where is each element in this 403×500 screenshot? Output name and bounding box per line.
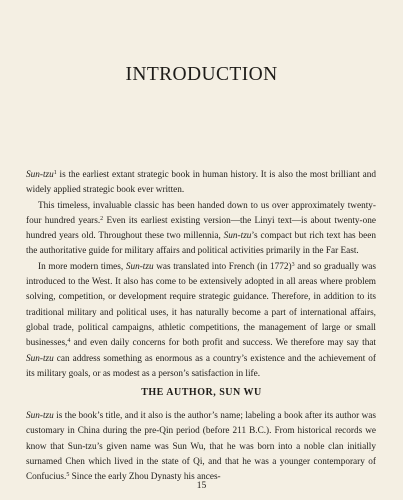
footnote-ref: 1 [53, 170, 57, 176]
footnote-ref: 4 [67, 338, 71, 345]
text-run: and so gradually was introduced to the West. It also has come to be extensively adopted in all areas where problem solving, competition, or development require strategic guidance. Therefore, in addition to its traditional military and political uses, it has naturally become a part of international affairs, global trade, political campaigns, athletic competitions, the management of large or small businesses, [26, 261, 377, 349]
text-run: is the book’s title, and it also is the author’s name; labeling a book after its author was customary in China during the pre-Qin period (before 211 B.C.). From historical records we know that Sun-tzu’s given name was Sun Wu, that he was born into a noble clan initially surnamed Chen which lived in the state of Qi, and that he was a younger contemporary of Confucius. [26, 411, 376, 483]
text-run: can address something as enormous as a country’s existence and the achievement of its military goals, or as modest as a person’s satisfaction in life. [26, 353, 376, 379]
footnote-ref: 3 [291, 261, 295, 268]
italic-title: Sun-tzu [26, 411, 54, 421]
italic-title: Sun-tzu [26, 353, 54, 364]
text-run: was translated into French (in 1772) [153, 261, 292, 272]
author-paragraph-1 [26, 409, 376, 485]
introduction-body [26, 168, 376, 382]
text-run: ’s compact but rich text has been the authoritative guide for military affairs and political activities primarily in the Far East. [26, 231, 376, 257]
chapter-title: INTRODUCTION [125, 64, 278, 85]
italic-title: Sun-tzu [223, 231, 252, 242]
text-run: Since the early Zhou Dynasty his ances- [69, 472, 221, 483]
paragraph-2 [26, 199, 376, 260]
text-run: This timeless, invaluable classic has been handed down to us over approximately twenty-four hundred years. [26, 200, 376, 226]
footnote-ref: 5 [66, 472, 70, 479]
italic-title: Sun-tzu [26, 170, 54, 180]
paragraph-1 [26, 168, 376, 199]
paragraph-3 [26, 260, 376, 382]
text-run: is the earliest extant strategic book in human history. It is also the most brilliant and widely applied strategic book ever written. [26, 170, 376, 196]
author-section-body [26, 409, 376, 485]
page-number: 15 [196, 481, 207, 491]
text-run: and even daily concerns for both profit and success. We therefore may say that [70, 338, 376, 349]
section-heading: THE AUTHOR, SUN WU [141, 387, 262, 398]
text-run: Even its earliest existing version—the Linyi text—is about twenty-one hundred years old. Throughout these two millennia, [26, 215, 376, 242]
italic-title: Sun-tzu [125, 261, 154, 272]
footnote-ref: 2 [100, 215, 104, 222]
text-run: In more modern times, [38, 261, 126, 272]
